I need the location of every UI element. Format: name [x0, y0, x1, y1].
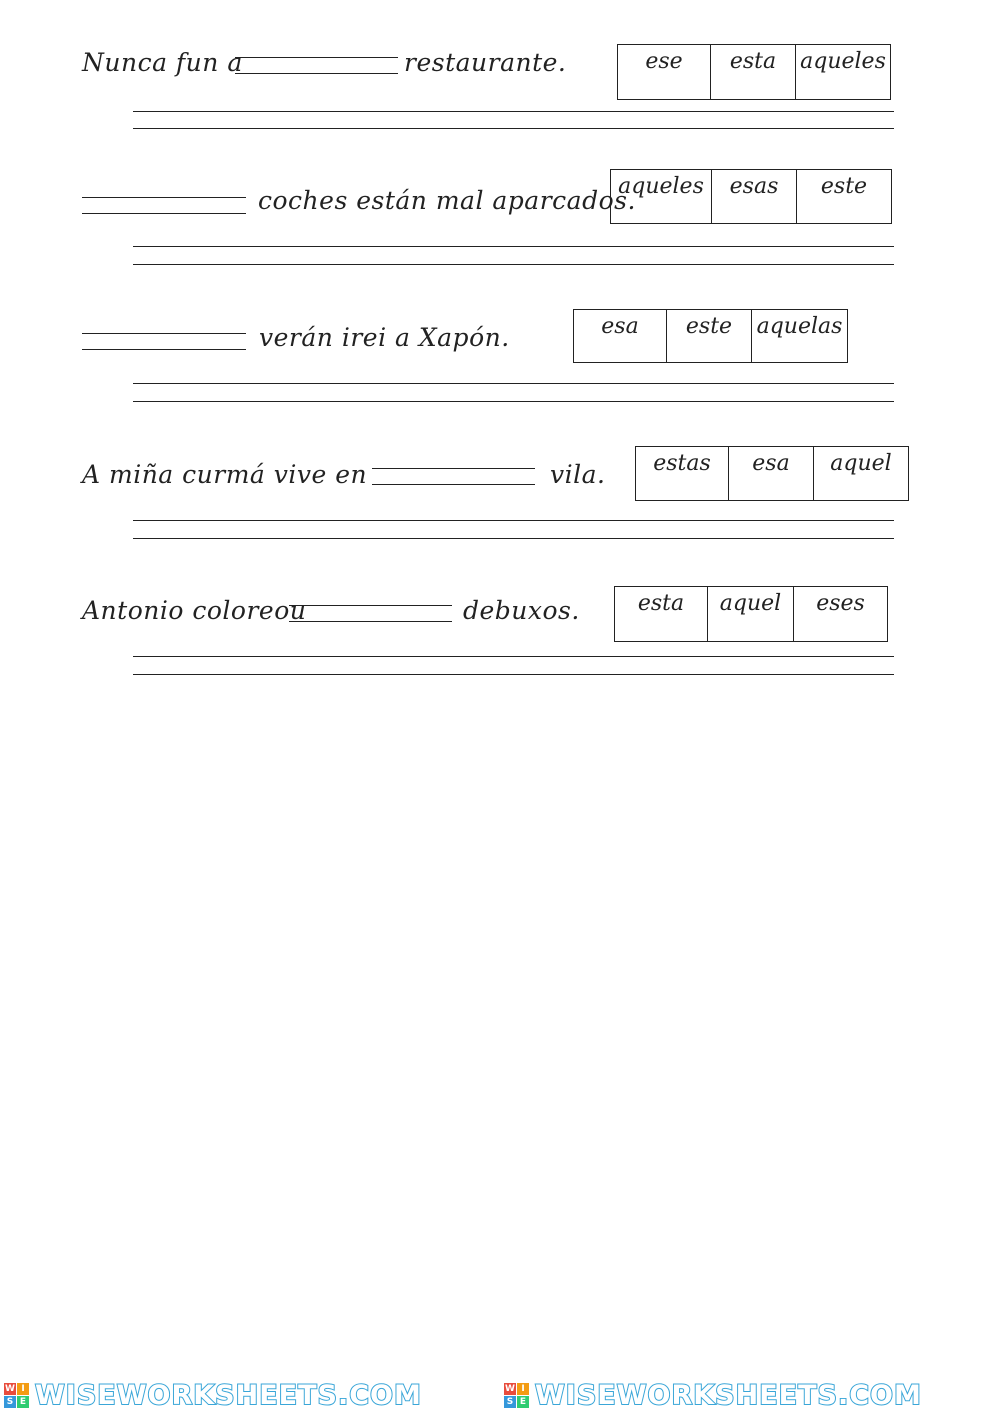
sentence-end: debuxos.: [463, 596, 580, 625]
option[interactable]: ese: [618, 45, 711, 99]
writing-line[interactable]: [133, 264, 894, 265]
writing-line[interactable]: [133, 383, 894, 384]
writing-line[interactable]: [133, 538, 894, 539]
options-box: [610, 169, 892, 224]
brand-name[interactable]: WISEWORKSHEETS.COM: [35, 1380, 422, 1411]
logo-icon: [4, 1383, 29, 1408]
option[interactable]: esta: [711, 45, 796, 99]
logo-letter: S: [504, 1396, 516, 1408]
option[interactable]: esa: [729, 447, 814, 500]
writing-line[interactable]: [133, 111, 894, 112]
option[interactable]: esa: [574, 310, 667, 362]
logo-letter: W: [5, 1384, 15, 1394]
writing-line[interactable]: [133, 520, 894, 521]
writing-line[interactable]: [133, 656, 894, 657]
writing-line[interactable]: [133, 674, 894, 675]
option[interactable]: aquelas: [756, 314, 843, 339]
option[interactable]: esas: [712, 170, 797, 223]
option[interactable]: aquel: [708, 587, 794, 641]
sentence-start: Antonio coloreou: [82, 596, 307, 625]
option[interactable]: esta: [615, 587, 708, 641]
option[interactable]: este: [820, 174, 868, 199]
option[interactable]: estas: [636, 447, 729, 500]
sentence-end: verán irei a Xapón.: [259, 323, 510, 352]
option[interactable]: aquel: [830, 451, 892, 476]
writing-line[interactable]: [133, 401, 894, 402]
logo-letter: S: [4, 1396, 16, 1408]
writing-line[interactable]: [133, 128, 894, 129]
answer-blank[interactable]: [372, 468, 535, 485]
options-box: [617, 44, 891, 100]
options-box: [614, 586, 888, 642]
sentence-end: vila.: [550, 460, 606, 489]
brand-block: [500, 1378, 1000, 1413]
options-box: [635, 446, 909, 501]
logo-letter: I: [17, 1383, 29, 1395]
logo-letter: I: [517, 1383, 529, 1395]
logo-letter: W: [505, 1384, 515, 1394]
logo-letter: E: [517, 1396, 529, 1408]
sentence-end: restaurante.: [404, 48, 567, 77]
option[interactable]: aqueles: [611, 170, 712, 223]
option[interactable]: eses: [816, 591, 865, 616]
logo-icon: [504, 1383, 529, 1408]
option[interactable]: este: [667, 310, 752, 362]
option[interactable]: aqueles: [800, 49, 886, 74]
sentence-end: coches están mal aparcados.: [258, 186, 636, 215]
answer-blank[interactable]: [82, 333, 246, 350]
answer-blank[interactable]: [289, 605, 452, 622]
answer-blank[interactable]: [82, 197, 246, 214]
sentence-start: A miña curmá vive en: [82, 460, 368, 489]
footer-branding: [0, 1378, 1000, 1413]
options-box: [573, 309, 848, 363]
sentence-start: Nunca fun a: [82, 48, 243, 77]
logo-letter: E: [17, 1396, 29, 1408]
writing-line[interactable]: [133, 246, 894, 247]
brand-name[interactable]: WISEWORKSHEETS.COM: [535, 1380, 922, 1411]
brand-block: [0, 1378, 500, 1413]
answer-blank[interactable]: [235, 57, 398, 74]
